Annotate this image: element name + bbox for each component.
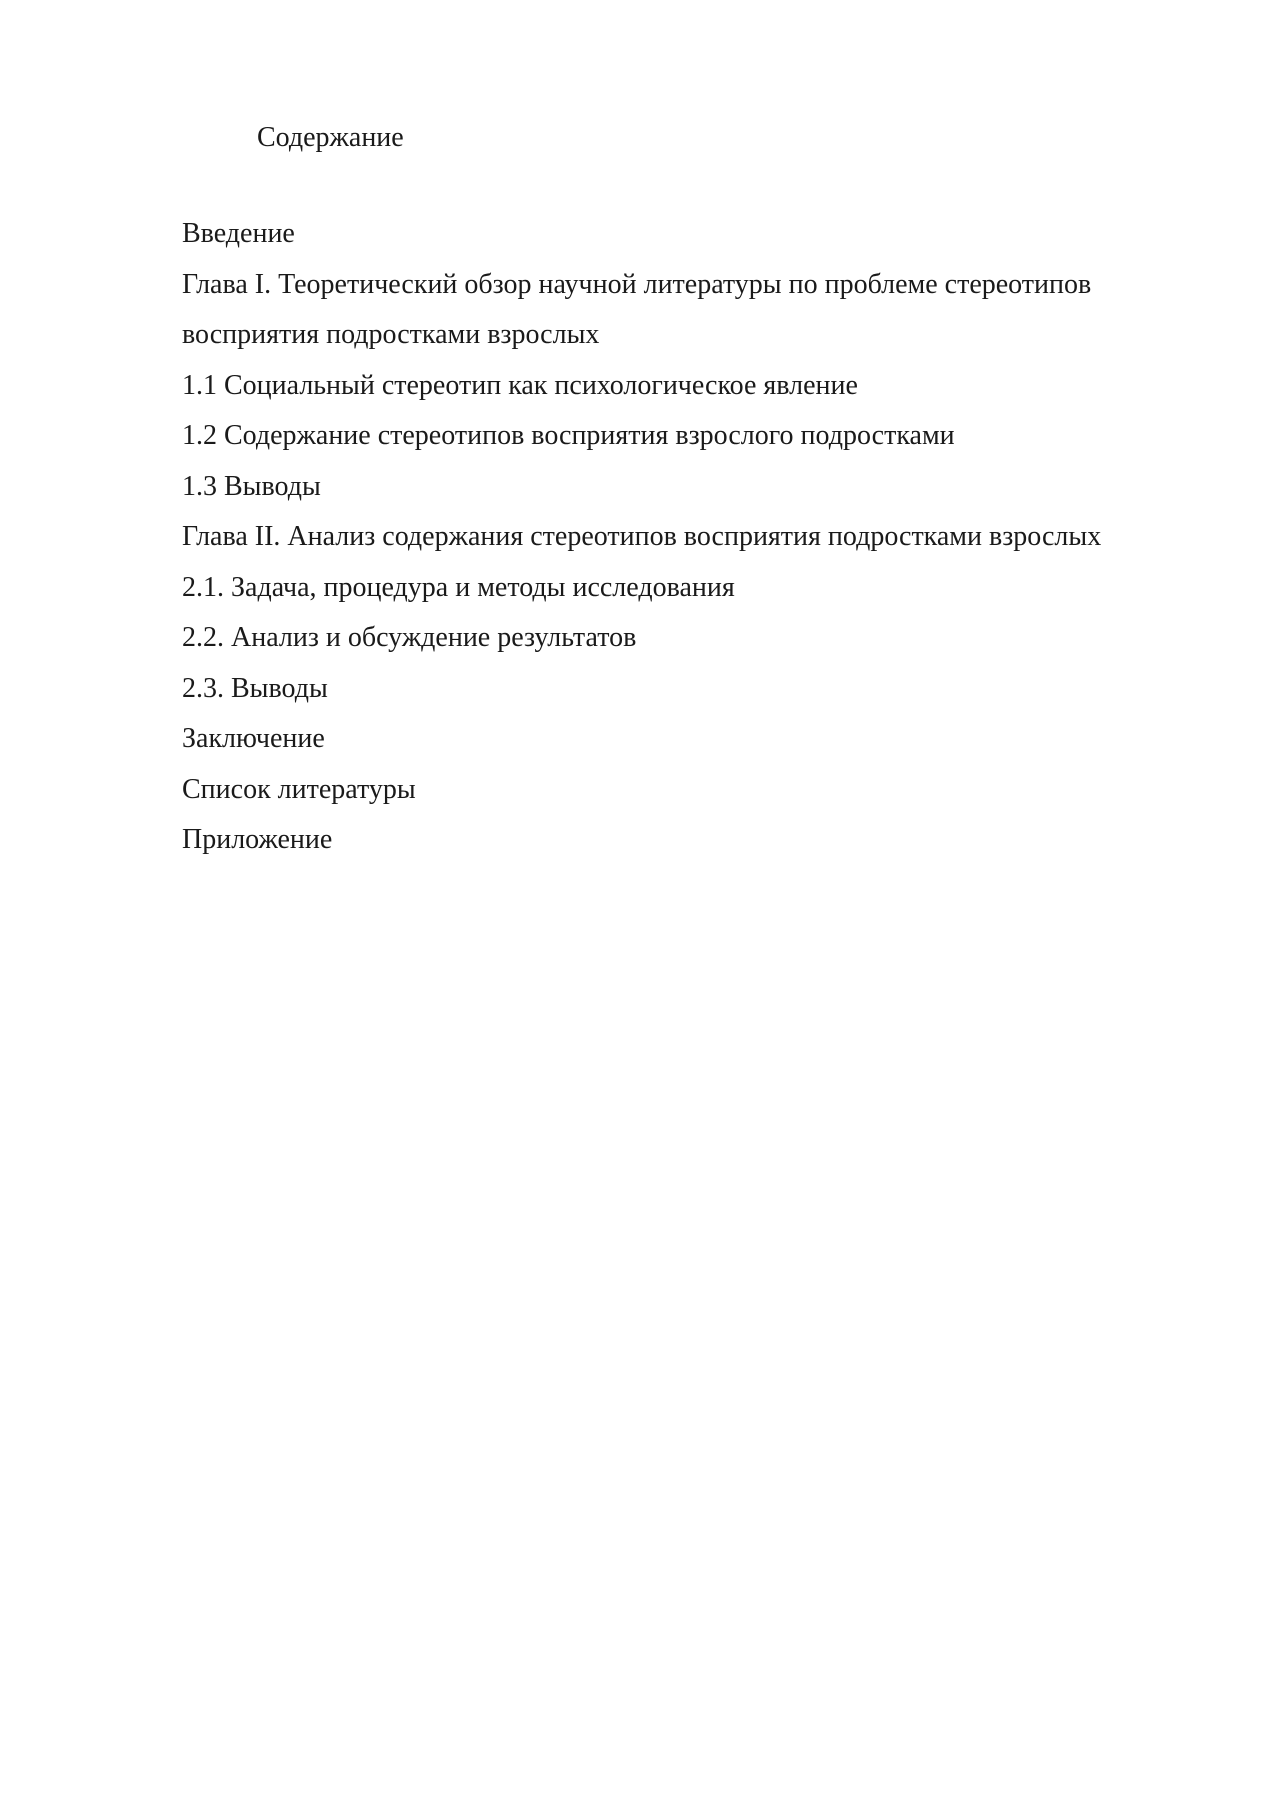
toc-entry-chapter-1: Глава I. Теоретический обзор научной литературы по проблеме стереотипов [182, 268, 1092, 300]
toc-entry-chapter-1-continued: восприятия подростками взрослых [182, 319, 600, 350]
toc-entry-conclusion: Заключение [182, 723, 325, 754]
toc-entry-bibliography: Список литературы [182, 773, 416, 805]
toc-entry-chapter-2: Глава II. Анализ содержания стереотипов восприятия подростками взрослых [182, 521, 1102, 552]
toc-entry-section-1-2: 1.2 Содержание стереотипов восприятия взрослого подростками [182, 420, 955, 451]
toc-entry-section-1-1: 1.1 Социальный стереотип как психологическое явление [182, 369, 858, 401]
toc-entry-introduction: Введение [182, 218, 295, 249]
toc-list [182, 209, 1192, 866]
toc-entry-section-2-3: 2.3. Выводы [182, 672, 328, 704]
toc-title: Содержание [257, 122, 404, 153]
toc-entry-appendix: Приложение [182, 824, 333, 855]
toc-entry-section-2-2: 2.2. Анализ и обсуждение результатов [182, 622, 637, 653]
toc-entry-section-2-1: 2.1. Задача, процедура и методы исследования [182, 571, 735, 603]
toc-entry-section-1-3: 1.3 Выводы [182, 470, 321, 502]
